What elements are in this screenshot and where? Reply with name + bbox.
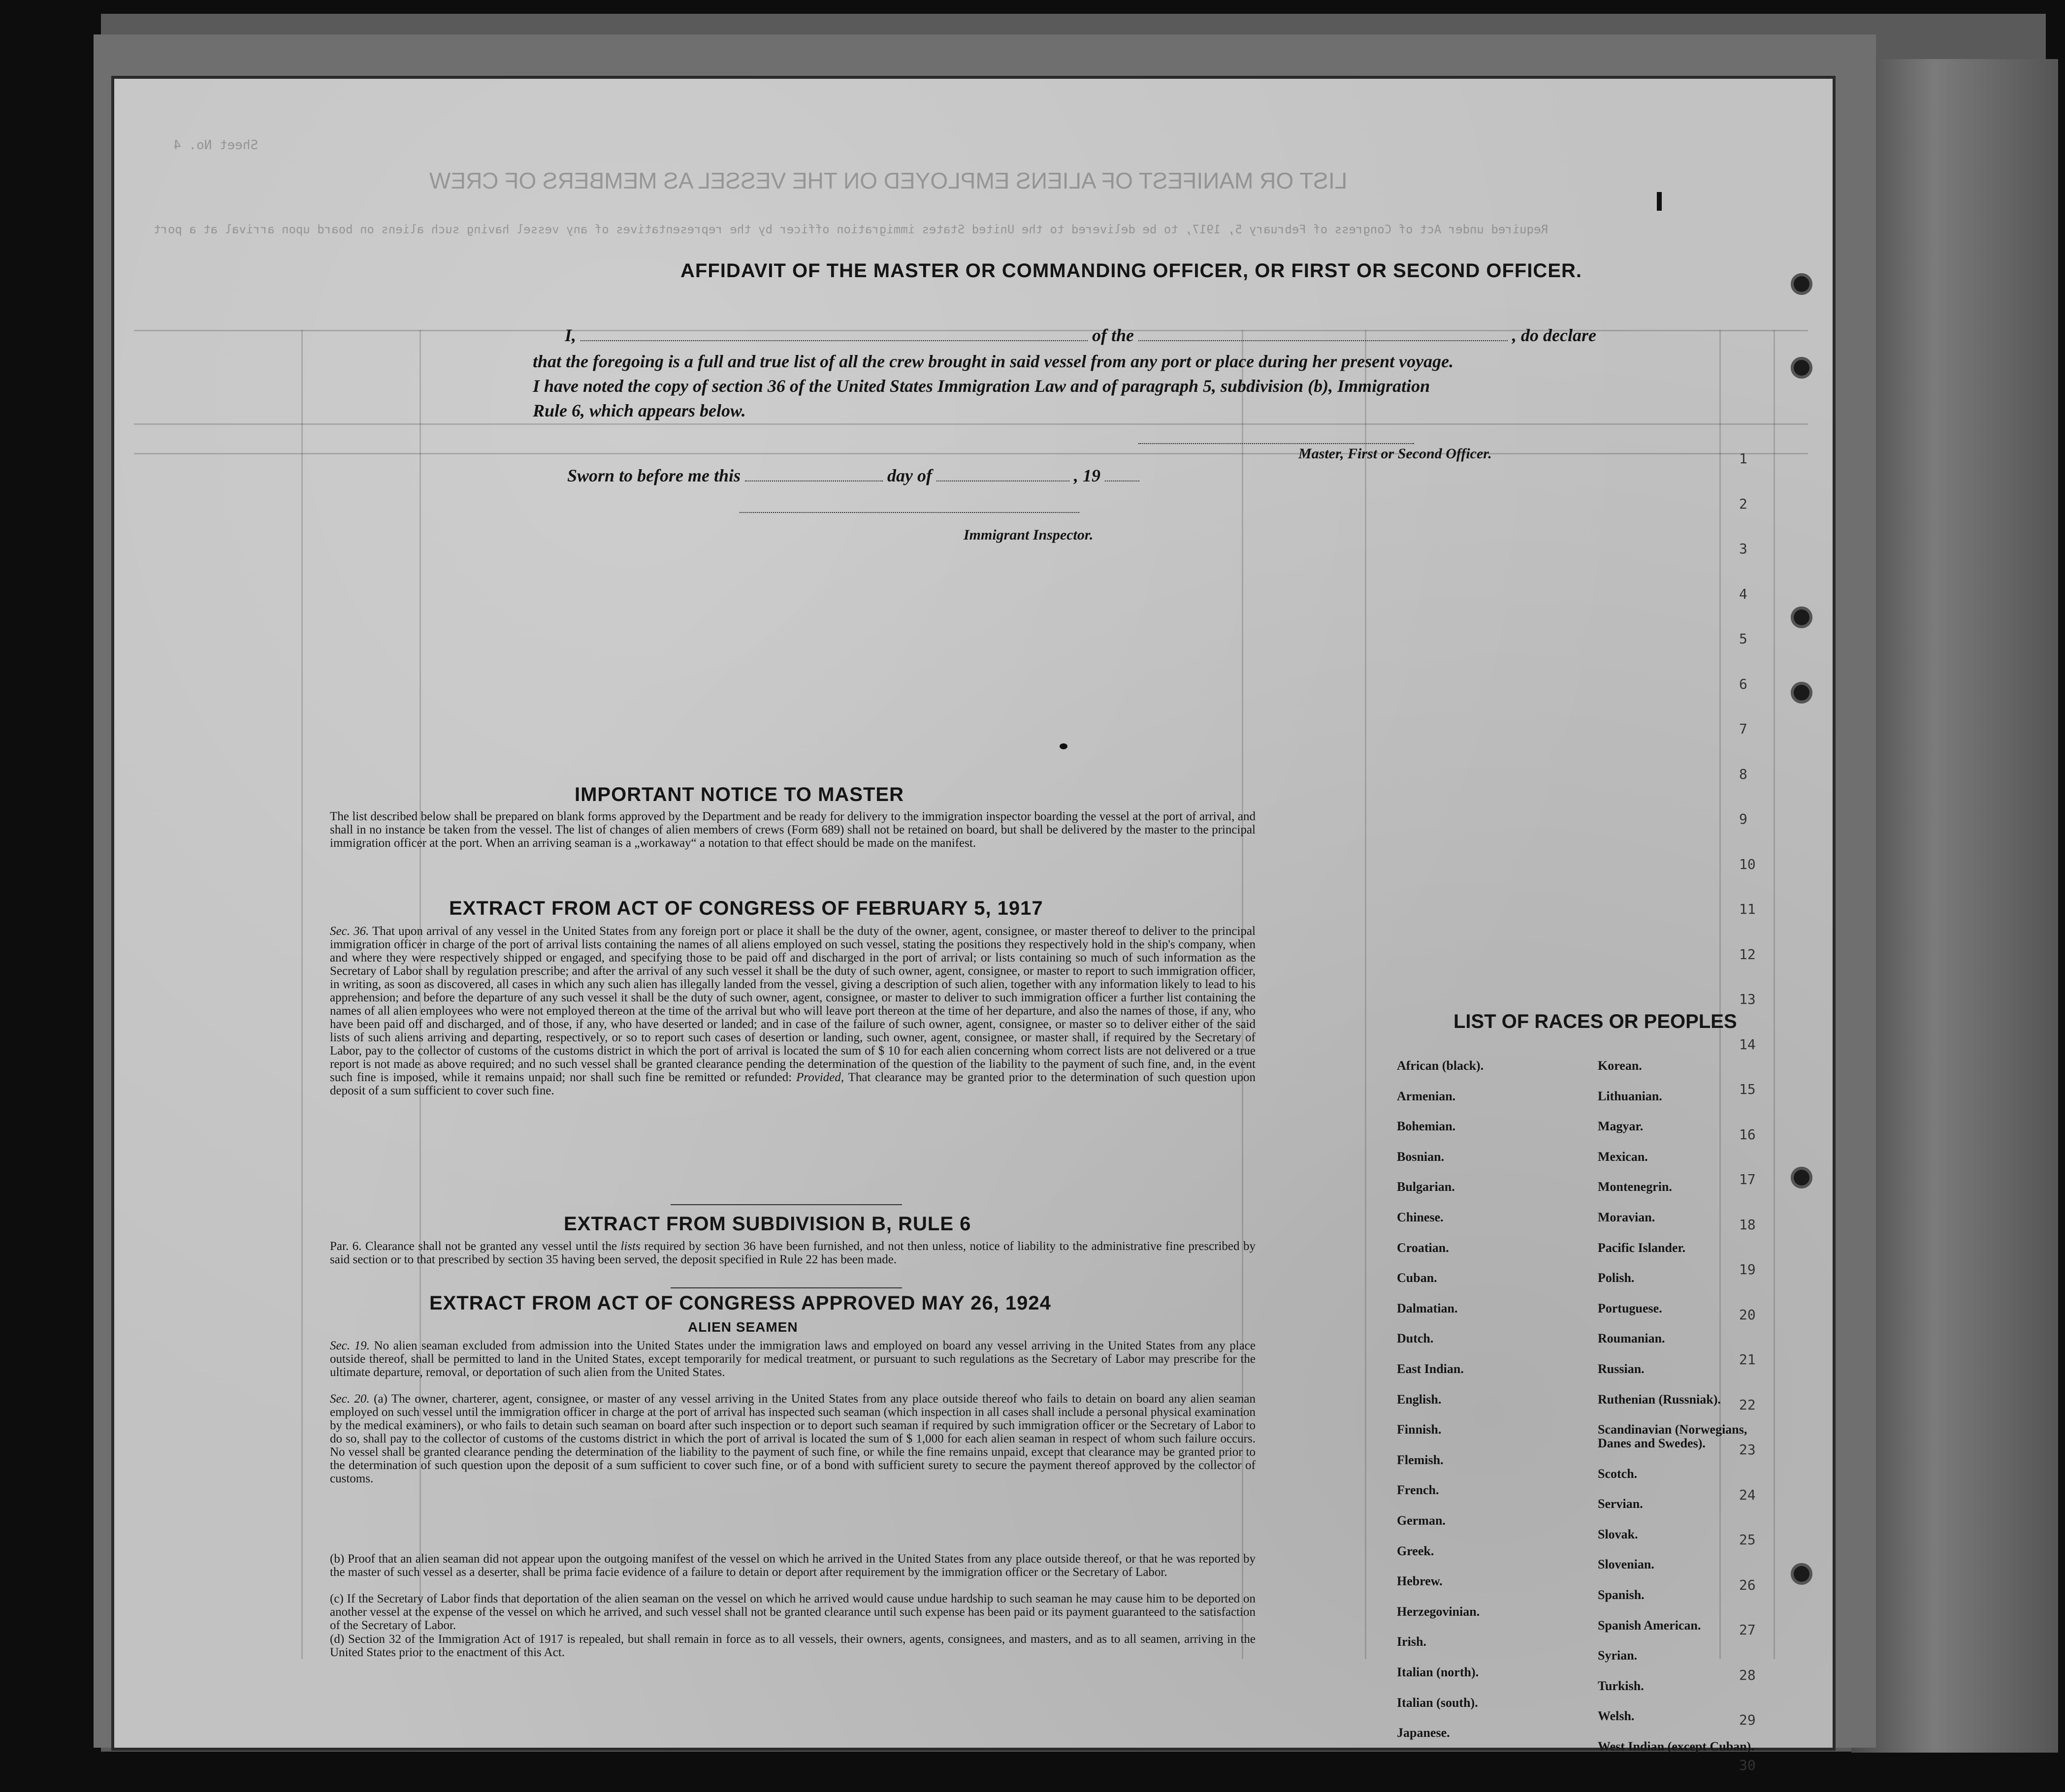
race-item: Korean. (1598, 1058, 1642, 1073)
sec-20d-body: (d) Section 32 of the Immigration Act of 1917 is repealed, but shall remain in force as to all vessels, their owners, agents, consignees, and masters, and as to all seamen, arriving in the United States prior to the enactment of this Act. (330, 1632, 1256, 1659)
master-label: Master, First or Second Officer. (1298, 446, 1492, 462)
race-item: Lithuanian. (1598, 1088, 1662, 1103)
ink-mark (1060, 743, 1067, 749)
race-item: Spanish. (1598, 1587, 1645, 1602)
sworn-line (567, 465, 1139, 486)
race-item: Irish. (1397, 1634, 1426, 1649)
race-item: German. (1397, 1513, 1446, 1528)
affidavit-i: I, (565, 325, 577, 345)
race-item: Chinese. (1397, 1210, 1444, 1224)
subdivision-body (330, 1240, 1256, 1266)
affidavit-line-4: Rule 6, which appears below. (533, 401, 746, 420)
notice-title: IMPORTANT NOTICE TO MASTER (575, 784, 904, 805)
row-number: 9 (1739, 811, 1747, 827)
sec-20a-text: (a) The owner, charterer, agent, consignee, or master of any vessel arriving in the United States from any place outside thereof who fails to detain on board any alien seaman employed on such vessel until the immigration officer in charge at the port of arrival has inspected such seaman (which inspection in all cases shall include a personal physical examination by the medical examiners), or who fails to detain such seaman on board after such inspection or to deport such seaman if required by such immigration officer or the Secretary of Labor to do so, shall pay to the collector of customs of the customs district in which the port of arrival is located the sum of $ 1,000 for each alien seaman in respect of whom such failure occurs. No vessel shall be granted clearance pending the determination of the liability to the payment of such fine, or while the fine remains unpaid, except that clearance may be granted prior to the determination of such question upon the deposit of a sum sufficient to cover such fine, or of a bond with sufficient surety to secure the payment thereof approved by the collector of customs. (330, 1392, 1256, 1485)
race-item: Bohemian. (1397, 1119, 1456, 1134)
mirrored-sheet-no: Sheet No. 4 (173, 138, 258, 153)
row-number: 21 (1739, 1351, 1756, 1368)
day-blank (745, 480, 883, 481)
ghost-column (1719, 330, 1721, 1659)
sec-20b-body: (b) Proof that an alien seaman did not appear upon the outgoing manifest of the vessel on which he arrived in the United States from any place outside thereof, or that he was reported by the master of such vessel as a deserter, shall be prima facie evidence of a failure to detain or deport after requirement by the immigration officer or the Secretary of Labor. (330, 1552, 1256, 1579)
race-item: Scandinavian (Norwegians, (1598, 1422, 1747, 1437)
race-item: Croatian. (1397, 1240, 1449, 1255)
row-number: 7 (1739, 721, 1747, 737)
sec-36-text: That upon arrival of any vessel in the United States from any foreign port or place it shall be the duty of the owner, agent, consignee, or master thereof to deliver to the principal immigration officer in charge of the port of arrival lists containing the names of all aliens employed on such vessel, stating the positions they respectively hold in the ship's company, when and where they were respectively shipped or engaged, and specifying those to be paid off and discharged in the port of arrival; or lists containing so much of such information as the Secretary of Labor shall by regulation prescribe; and after the arrival of any such vessel it shall be the duty of such owner, agent, consignee, or master to report to such immigration officer, in writing, as soon as discovered, all cases in which any such alien has illegally landed from the vessel, giving a description of such alien, together with any information likely to lead to his apprehension; and before the departure of any such vessel it shall be the duty of such owner, agent, consignee, or master to deliver to such immigration officer a further list containing the names of all alien employees who were not employed thereon at the time of the arrival but who will leave port thereon at the time of her departure, and also the names of those, if any, who have been paid off and discharged, and of those, if any, who have deserted or landed; and in case of the failure of such owner, agent, consignee, or master so to deliver either of the said lists of such aliens arriving and departing, respectively, or so to report such cases of desertion or landing, such owner, agent, consignee, or master shall, if required by the Secretary of Labor, pay to the collector of customs of the customs district in which the port of arrival is located the sum of $ 10 for each alien concerning whom correct lists are not delivered or a true report is not made as above required; and no such vessel shall be granted clearance pending the determination of the question of the liability to the payment of such fine, and, in the event such fine is imposed, while it remains unpaid; nor shall such fine be remitted or refunded: (330, 925, 1256, 1084)
row-number: 15 (1739, 1081, 1756, 1097)
race-item: Roumanian. (1598, 1331, 1665, 1346)
race-item: Italian (north). (1397, 1665, 1479, 1679)
extract-1924-title: EXTRACT FROM ACT OF CONGRESS APPROVED MAY 26, 1924 (429, 1292, 1051, 1314)
mirrored-title: LIST OR MANIFEST OF ALIENS EMPLOYED ON THE VESSEL AS MEMBERS OF CREW (429, 168, 1348, 193)
sec-20-label: Sec. 20. (330, 1392, 370, 1406)
ghost-column (301, 330, 303, 1659)
sec-20c-body: (c) If the Secretary of Labor finds that deportation of the alien seaman on the vessel on which he arrived would cause undue hardship to such seaman he may cause him to be deported on another vessel at the expense of the vessel on which he arrived, and such vessel shall not be granted clearance until such expense has been paid or its payment guaranteed to the satisfaction of the Secretary of Labor. (330, 1592, 1256, 1632)
month-blank (936, 480, 1069, 481)
race-item: Montenegrin. (1598, 1180, 1672, 1194)
affidavit-line-2: that the foregoing is a full and true list of all the crew brought in said vessel from any port or place during her present voyage. (533, 352, 1454, 371)
sec-36-label: Sec. 36. (330, 925, 369, 938)
race-item: Polish. (1598, 1271, 1635, 1285)
row-number: 3 (1739, 541, 1747, 557)
race-item: Herzegovinian. (1397, 1604, 1480, 1619)
row-number: 16 (1739, 1126, 1756, 1143)
race-item: Mexican. (1598, 1149, 1648, 1164)
affidavit-of-the: of the (1092, 325, 1134, 345)
row-number: 1 (1739, 450, 1747, 467)
alien-seamen-subtitle: ALIEN SEAMEN (688, 1319, 798, 1335)
race-item: Hebrew. (1397, 1574, 1443, 1589)
race-item: Bulgarian. (1397, 1180, 1455, 1194)
row-number: 23 (1739, 1441, 1756, 1458)
race-item: Scotch. (1598, 1466, 1638, 1481)
mirrored-act-line: Required under Act of Congress of February 5, 1917, to be delivered to the United States immigration officer by the representatives of any vessel having such aliens on board upon arrival at a port (154, 223, 1549, 236)
sworn-day-of: day of (887, 466, 933, 485)
race-item: Dalmatian. (1397, 1301, 1458, 1315)
sworn-text: Sworn to before me this (567, 466, 741, 485)
extract-1917-body (330, 925, 1256, 1097)
race-item: Japanese. (1397, 1726, 1450, 1740)
row-number: 19 (1739, 1261, 1756, 1278)
sec-19-text: No alien seaman excluded from admission into the United States under the immigration laws and employed on board any vessel arriving in the United States from any place outside thereof, shall be permitted to land in the United States, except temporarily for medical treatment, or pursuant to such regulations as the Secretary of Labor may prescribe for the ultimate departure, removal, or deportation of such alien from the United States. (330, 1339, 1256, 1379)
row-number: 5 (1739, 631, 1747, 647)
race-item: Spanish American. (1598, 1618, 1701, 1632)
ghost-rule (134, 423, 1808, 425)
row-number: 17 (1739, 1171, 1756, 1187)
race-item: Welsh. (1598, 1709, 1635, 1724)
subdivision-title: EXTRACT FROM SUBDIVISION B, RULE 6 (564, 1213, 971, 1235)
row-number: 30 (1739, 1757, 1756, 1773)
row-number: 8 (1739, 766, 1747, 782)
race-item: Armenian. (1397, 1088, 1456, 1103)
row-number: 22 (1739, 1396, 1756, 1413)
divider (671, 1287, 902, 1288)
sec-19-label: Sec. 19. (330, 1339, 370, 1352)
row-number: 27 (1739, 1622, 1756, 1638)
race-item: Pacific Islander. (1598, 1240, 1686, 1255)
ghost-column (1365, 330, 1366, 1659)
ink-mark (1657, 192, 1662, 211)
race-item: Syrian. (1598, 1648, 1638, 1663)
row-number: 18 (1739, 1216, 1756, 1233)
affidavit-declare: , do declare (1512, 325, 1596, 345)
race-item: Flemish. (1397, 1452, 1444, 1467)
inspector-signature-blank (740, 512, 1079, 513)
notice-body: The list described below shall be prepared on blank forms approved by the Department and be ready for delivery to the immigration inspector boarding the vessel at the port of arrival, and shall in no instance be taken from the vessel. The list of changes of alien members of crews (Form 689) shall not be retained on board, but shall be delivered by the master to the principal immigration officer at the port. When an arriving seaman is a „workaway“ a notation to that effect should be made on the manifest. (330, 810, 1256, 850)
row-number: 11 (1739, 901, 1756, 917)
row-number: 24 (1739, 1486, 1756, 1503)
race-item: Magyar. (1598, 1119, 1644, 1134)
race-item: Portuguese. (1598, 1301, 1662, 1315)
row-number: 26 (1739, 1576, 1756, 1593)
race-item: Dutch. (1397, 1331, 1434, 1346)
race-item: English. (1397, 1392, 1442, 1407)
row-number: 20 (1739, 1306, 1756, 1323)
ghost-rule (134, 453, 1808, 454)
race-item: Slovenian. (1598, 1557, 1654, 1572)
race-item: Ruthenian (Russniak). (1598, 1392, 1721, 1407)
row-number: 14 (1739, 1036, 1756, 1053)
race-item: French. (1397, 1483, 1439, 1498)
punch-hole (1791, 357, 1812, 379)
affidavit-line-1 (565, 325, 1596, 346)
row-number: 25 (1739, 1532, 1756, 1548)
race-item: Finnish. (1397, 1422, 1442, 1437)
punch-hole (1791, 607, 1812, 628)
row-number: 13 (1739, 991, 1756, 1007)
race-item: Slovak. (1598, 1527, 1638, 1541)
inspector-label: Immigrant Inspector. (964, 527, 1094, 543)
ghost-column (1774, 330, 1775, 1659)
race-item: Greek. (1397, 1543, 1434, 1558)
par-6-b: required by section 36 have been furnished, and not then unless, notice of liability to the administrative fine prescribed by said section or to that prescribed by section 35 having been served, the deposit specified in Rule 22 has been made. (330, 1240, 1256, 1266)
race-item: Cuban. (1397, 1271, 1437, 1285)
provided-label: Provided, (796, 1071, 844, 1084)
races-title: LIST OF RACES OR PEOPLES (1453, 1011, 1737, 1032)
punch-hole (1791, 273, 1812, 295)
name-blank (581, 340, 1088, 341)
race-item: Turkish. (1598, 1678, 1644, 1693)
vessel-blank (1138, 340, 1508, 341)
extract-1917-title: EXTRACT FROM ACT OF CONGRESS OF FEBRUARY 5, 1917 (449, 897, 1043, 919)
affidavit-title: AFFIDAVIT OF THE MASTER OR COMMANDING OFFICER, OR FIRST OR SECOND OFFICER. (680, 260, 1582, 282)
lists-word: lists (620, 1240, 641, 1253)
race-item: Bosnian. (1397, 1149, 1445, 1164)
divider (671, 1204, 902, 1205)
punch-hole (1791, 1167, 1812, 1188)
proviso-text: That clearance may be granted prior to the determination of such question upon deposit of a sum sufficient to cover such fine. (330, 1071, 1256, 1097)
punch-hole (1791, 1563, 1812, 1585)
back-sheet-edge (1851, 59, 2058, 1753)
row-number: 4 (1739, 585, 1747, 602)
row-number: 10 (1739, 856, 1756, 872)
race-item: African (black). (1397, 1058, 1484, 1073)
row-number: 29 (1739, 1712, 1756, 1728)
race-item: Moravian. (1598, 1210, 1655, 1224)
race-item: East Indian. (1397, 1362, 1464, 1376)
race-item: West Indian (except Cuban). (1598, 1739, 1754, 1754)
sec-19-body (330, 1339, 1256, 1379)
sec-20a-body (330, 1392, 1256, 1485)
race-item: Italian (south). (1397, 1695, 1478, 1710)
row-number: 6 (1739, 675, 1747, 692)
master-signature-blank (1138, 443, 1414, 444)
year-blank (1105, 480, 1139, 481)
row-number: 12 (1739, 946, 1756, 962)
punch-hole (1791, 682, 1812, 704)
race-item: Servian. (1598, 1497, 1643, 1511)
row-number: 28 (1739, 1666, 1756, 1683)
par-6-a: Par. 6. Clearance shall not be granted any vessel until the (330, 1240, 617, 1253)
race-item: Russian. (1598, 1362, 1645, 1376)
affidavit-line-3: I have noted the copy of section 36 of the United States Immigration Law and of paragraph 5, subdivision (b), Immigration (533, 376, 1430, 396)
sworn-year: , 19 (1074, 466, 1101, 485)
row-number: 2 (1739, 495, 1747, 512)
race-item: Danes and Swedes). (1598, 1436, 1706, 1450)
manifest-page (114, 79, 1833, 1773)
